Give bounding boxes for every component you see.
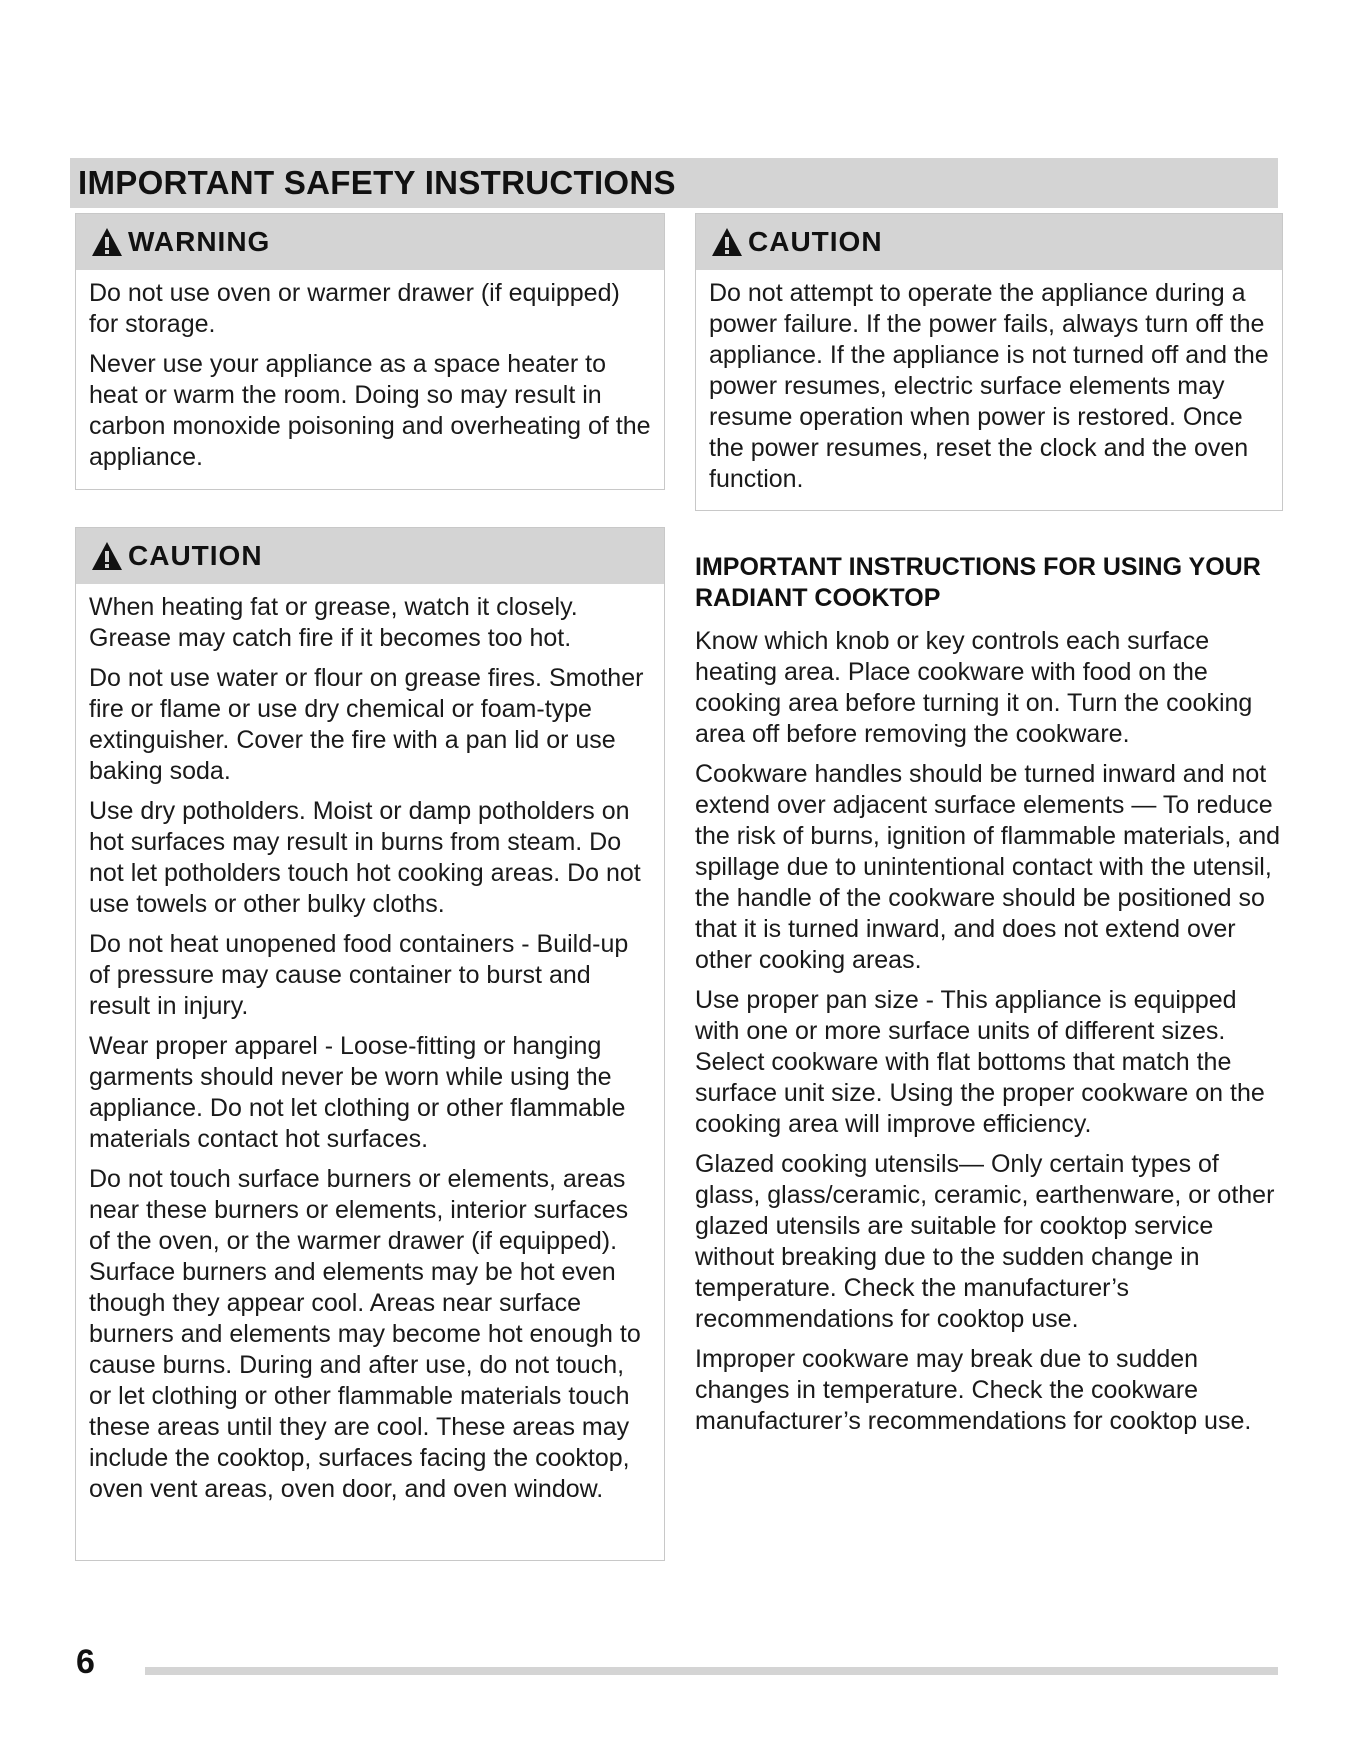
caution-grease-box (75, 527, 665, 1561)
caution-paragraph: Use dry potholders. Moist or damp potholders on hot surfaces may result in burns from steam. Do not let potholders touch hot cooking areas. Do not use towels or other bulky cloths. (89, 797, 641, 918)
page-number: 6 (76, 1643, 95, 1681)
caution-paragraph: Wear proper apparel - Loose-fitting or hanging garments should never be worn while using the appliance. Do not let clothing or other flammable materials contact hot surfaces. (89, 1032, 626, 1153)
cooktop-paragraph: Cookware handles should be turned inward and not extend over adjacent surface elements — To reduce the risk of burns, ignition of flammable materials, and spillage due to unintentional contact with the utensil, the handle of the cookware should be positioned so that it is turned inward, and does not extend over other cooking areas. (695, 760, 1280, 974)
warning-paragraph: Never use your appliance as a space heater to heat or warm the room. Doing so may result in carbon monoxide poisoning and overheating of the appliance. (89, 350, 651, 471)
cooktop-paragraph: Improper cookware may break due to sudden changes in temperature. Check the cookware manufacturer’s recommendations for cooktop use. (695, 1345, 1252, 1435)
warning-box-header (76, 214, 664, 270)
caution-right-box-header (696, 214, 1282, 270)
cooktop-paragraph: Use proper pan size - This appliance is equipped with one or more surface units of different sizes. Select cookware with flat bottoms that match the surface unit size. Using the proper cookware on the cooking area will improve efficiency. (695, 986, 1265, 1138)
cooktop-instructions-section (695, 552, 1285, 1446)
caution-left-box-header (76, 528, 664, 584)
page-header-bar (70, 158, 1278, 208)
caution-paragraph: Do not attempt to operate the appliance during a power failure. If the power fails, always turn off the appliance. If the appliance is not turned off and the power resumes, electric surface elements may resume operation when power is restored. Once the power resumes, reset the clock and the oven function. (709, 279, 1269, 493)
warning-paragraph: Do not use oven or warmer drawer (if equipped) for storage. (89, 279, 620, 338)
warning-box-title: WARNING (128, 226, 271, 257)
footer-divider (145, 1667, 1278, 1675)
caution-paragraph: When heating fat or grease, watch it closely. Grease may catch fire if it becomes too hot. (89, 593, 578, 652)
caution-paragraph: Do not heat unopened food containers - Build-up of pressure may cause container to burst and result in injury. (89, 930, 629, 1020)
cooktop-paragraph: Glazed cooking utensils— Only certain types of glass, glass/ceramic, ceramic, earthenware, or other glazed utensils are suitable for cooktop service without breaking due to the sudden change in temperature. Check the manufacturer’s recommendations for cooktop use. (695, 1150, 1275, 1333)
caution-left-box-body (76, 584, 664, 1524)
caution-right-box-body (696, 270, 1282, 514)
cooktop-paragraph: Know which knob or key controls each surface heating area. Place cookware with food on the cooking area before turning it on. Turn the cooking area off before removing the cookware. (695, 627, 1253, 748)
caution-power-failure-box (695, 213, 1283, 511)
warning-triangle-icon (90, 540, 124, 572)
warning-box (75, 213, 665, 490)
warning-box-body (76, 270, 664, 492)
warning-triangle-icon (90, 226, 124, 258)
cooktop-section-heading: IMPORTANT INSTRUCTIONS FOR USING YOUR RADIANT COOKTOP (695, 553, 1261, 612)
warning-triangle-icon (710, 226, 744, 258)
page-title: IMPORTANT SAFETY INSTRUCTIONS (78, 164, 676, 201)
caution-paragraph: Do not use water or flour on grease fires. Smother fire or flame or use dry chemical or foam-type extinguisher. Cover the fire with a pan lid or use baking soda. (89, 664, 644, 785)
caution-paragraph: Do not touch surface burners or elements, areas near these burners or elements, interior surfaces of the oven, or the warmer drawer (if equipped). Surface burners and elements may be hot even though they appear cool. Areas near surface burners and elements may become hot enough to cause burns. During and after use, do not touch, or let clothing or other flammable materials touch these areas until they are cool. These areas may include the cooktop, surfaces facing the cooktop, oven vent areas, oven door, and oven window. (89, 1165, 641, 1503)
caution-right-box-title: CAUTION (748, 226, 883, 257)
caution-left-box-title: CAUTION (128, 540, 263, 571)
